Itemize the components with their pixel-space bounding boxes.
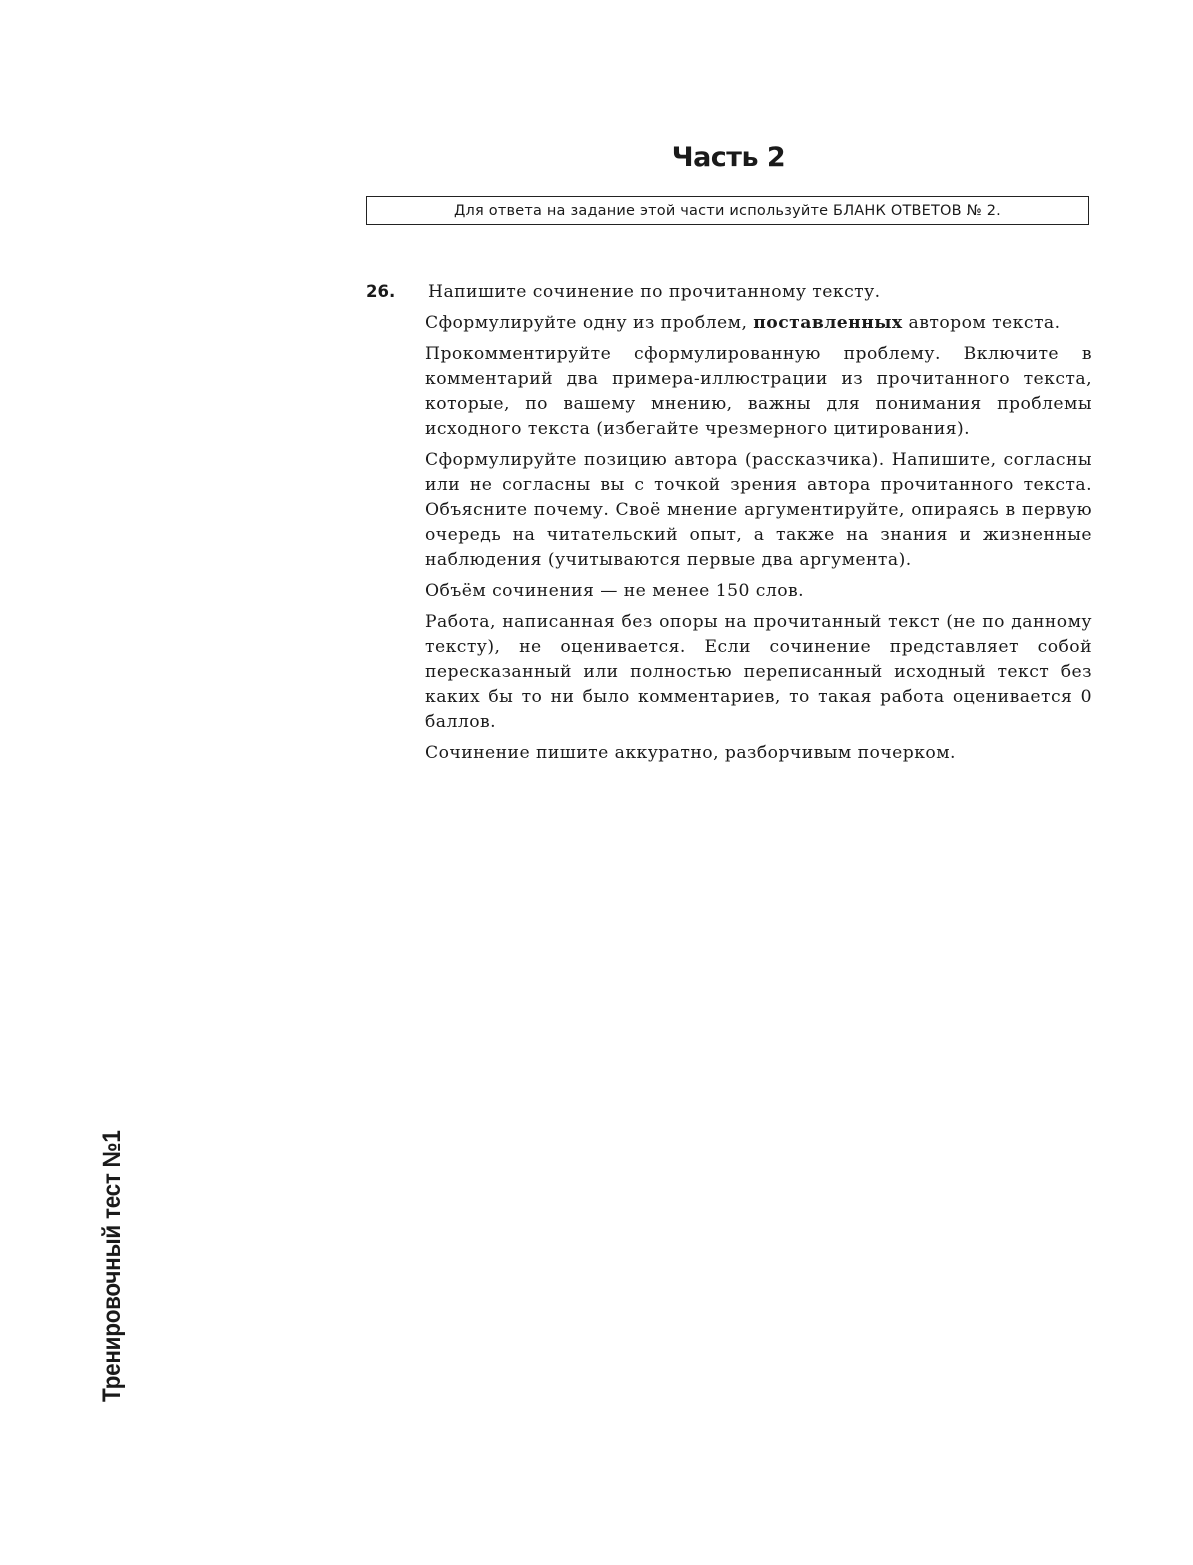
instruction-text: Для ответа на задание этой части используйте БЛАНК ОТВЕТОВ № 2.	[454, 202, 1001, 219]
task-paragraph-2-start: Сформулируйте одну из проблем,	[425, 313, 754, 333]
task-paragraph-7: Сочинение пишите аккуратно, разборчивым почерком.	[425, 743, 956, 763]
task-number: 26.	[366, 282, 396, 301]
task-body	[425, 280, 1092, 772]
task-paragraph-6: Работа, написанная без опоры на прочитанный текст (не по данному тексту), не оценивается. Если сочинение представляет собой пересказанный или полностью переписанный исходный текст без каких бы то ни было комментариев, то такая работа оценивается 0 баллов.	[425, 612, 1092, 732]
side-test-label: Тренировочный тест №1	[98, 1130, 126, 1402]
task-paragraph-1: Напишите сочинение по прочитанному тексту.	[428, 282, 881, 302]
task-paragraph-3: Прокомментируйте сформулированную проблему. Включите в комментарий два примера-иллюстрации из прочитанного текста, которые, по вашему мнению, важны для понимания проблемы исходного текста (избегайте чрезмерного цитирования).	[425, 344, 1092, 439]
instruction-box	[366, 196, 1089, 225]
task-paragraph-2-bold: поставленных	[753, 313, 903, 333]
task-paragraph-2-end: автором текста.	[902, 313, 1061, 333]
task-paragraph-4: Сформулируйте позицию автора (рассказчика). Напишите, согласны или не согласны вы с точкой зрения автора прочитанного текста. Объясните почему. Своё мнение аргументируйте, опираясь в первую очередь на читательский опыт, а также на знания и жизненные наблюдения (учитываются первые два аргумента).	[425, 450, 1092, 570]
task-paragraph-2	[425, 311, 1092, 336]
task-paragraph-5: Объём сочинения — не менее 150 слов.	[425, 581, 805, 601]
part-title: Часть 2	[671, 142, 786, 173]
